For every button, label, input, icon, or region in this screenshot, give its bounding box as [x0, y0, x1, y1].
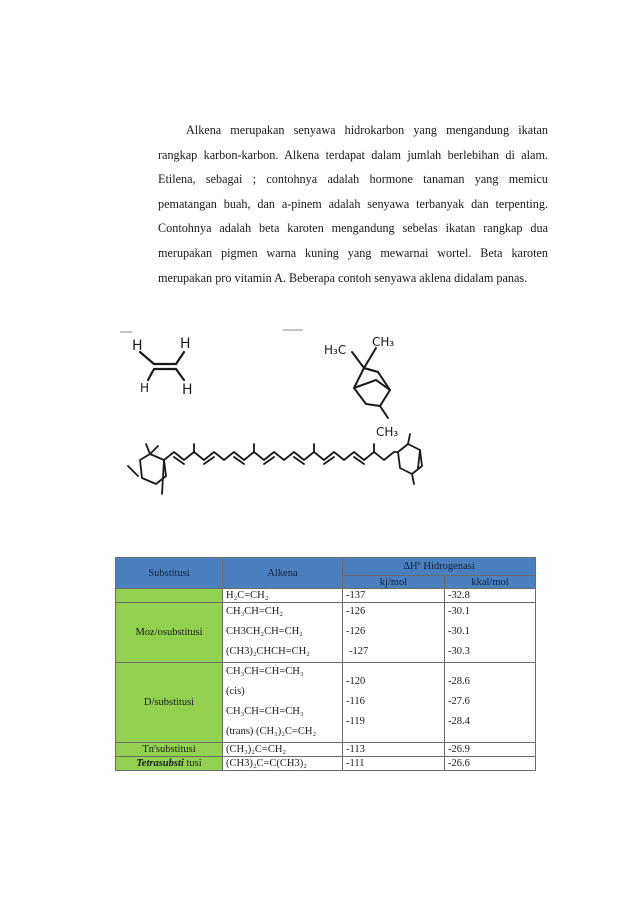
- kkal-value: -28.6: [448, 676, 470, 688]
- kkal-value: -30.1: [448, 626, 470, 638]
- kj-value: -126: [346, 606, 366, 618]
- kkal-cell: -26.6: [445, 757, 536, 771]
- category-cell: Moz/osubstitusi: [116, 603, 223, 663]
- alkena-line: (CH3)₂CHCH=CH₂: [226, 645, 310, 657]
- intro-paragraph: [158, 118, 548, 290]
- ethylene-h-label: H: [180, 336, 191, 352]
- kkal-cell: [445, 663, 536, 743]
- methyl-label: CH₃: [372, 335, 395, 349]
- header-delta-h: ΔHº Hidrogenasi: [343, 558, 536, 576]
- kkal-value: -30.3: [448, 645, 470, 657]
- category-cell: [116, 589, 223, 603]
- alkena-line: CH3CH₂CH=CH₂: [226, 626, 303, 638]
- table-row: [116, 589, 536, 603]
- header-substitusi: Substitusi: [116, 558, 223, 589]
- alkena-line: CH₃CH=CH₂: [226, 606, 284, 618]
- beta-carotene-structure: [128, 434, 422, 494]
- table-row: [116, 743, 536, 757]
- category-cell: D/substitusi: [116, 663, 223, 743]
- header-kj: kj/mol: [343, 576, 445, 589]
- ethylene-h-label: H: [140, 381, 150, 395]
- pinene-structure: [352, 348, 390, 418]
- hydrogenation-table: [115, 557, 536, 771]
- kkal-cell: -26.9: [445, 743, 536, 757]
- kj-value: -119: [346, 715, 365, 727]
- alkena-cell: H₂C=CH₂: [223, 589, 343, 603]
- kkal-value: -28.4: [448, 715, 470, 727]
- kj-cell: -137: [343, 589, 445, 603]
- methyl-label: CH₃: [376, 425, 399, 439]
- header-alkena: Alkena: [223, 558, 343, 589]
- kkal-value: -30.1: [448, 606, 470, 618]
- alkena-cell: [223, 663, 343, 743]
- alkena-line: CH₃CH=CH=CH₃: [226, 666, 304, 678]
- category-rest-part: tusi: [183, 758, 202, 769]
- header-kkal: kkal/mol: [445, 576, 536, 589]
- alkena-line: (trans) (CH₃)₂C=CH₂: [226, 725, 317, 737]
- category-cell: Tn'substitusi: [116, 743, 223, 757]
- alkena-line: (cis): [226, 686, 245, 698]
- kj-cell: -113: [343, 743, 445, 757]
- table-row: [116, 603, 536, 663]
- alkena-line: CH₃CH=CH=CH₃: [226, 706, 304, 717]
- kj-value: -116: [346, 696, 365, 708]
- kkal-cell: -32.8: [445, 589, 536, 603]
- category-cell: [116, 757, 223, 771]
- intro-paragraph-text: Alkena merupakan senyawa hidrokarbon yang mengandung ikatan rangkap karbon-karbon. Alkena terdapat dalam jumlah berlebihan di alam. Etilena, sebagai ; contohnya adalah hormone tanaman yang memicu pematangan buah, dan a-pinem adalah senyawa terbanyak dan terpenting. Contohnya adalah beta karoten mengandung sebelas ikatan rangkap dua merupakan pigmen warna kuning yang mewarnai wortel. Beta karoten merupakan pro vitamin A. Beberapa contoh senyawa aklena didalam panas.: [158, 123, 548, 285]
- kj-value: -127: [349, 645, 369, 657]
- kkal-cell: [445, 603, 536, 663]
- category-bold-part: Tetrasubsti: [136, 758, 184, 769]
- ethylene-h-label: H: [132, 338, 143, 354]
- alkena-cell: (CH3)₂C=C(CH3)₂: [223, 757, 343, 771]
- kj-cell: [343, 663, 445, 743]
- kj-cell: -111: [343, 757, 445, 771]
- kj-cell: [343, 603, 445, 663]
- kj-value: -126: [346, 626, 366, 638]
- ethylene-structure: [140, 352, 184, 380]
- table-row: [116, 663, 536, 743]
- alkena-cell: (CH₃)₂C=CH₂: [223, 743, 343, 757]
- structure-figure: [118, 318, 538, 518]
- ethylene-h-label: H: [182, 382, 193, 398]
- alkena-cell: [223, 603, 343, 663]
- table-row: [116, 757, 536, 771]
- kj-value: -120: [346, 676, 366, 688]
- methyl-label: H₃C: [324, 343, 347, 357]
- kkal-value: -27.6: [448, 696, 470, 708]
